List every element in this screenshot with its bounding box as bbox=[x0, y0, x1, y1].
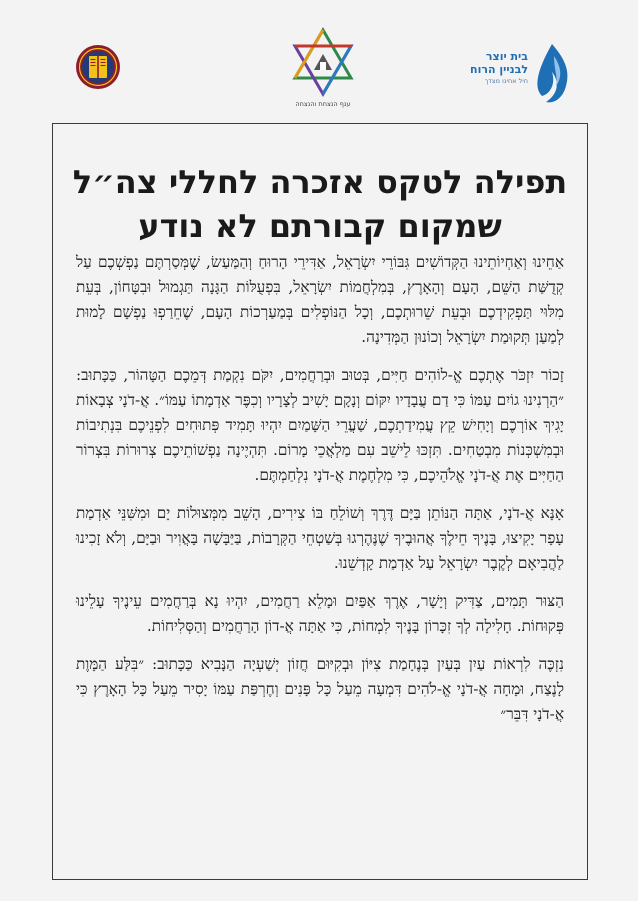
paragraph-5: נִזְכֶּה לִרְאוֹת עַיִן בְּעַיִן בְּנֶחָמַת צִיּוֹן וּבְקִיּוּם חֲזוֹן יְשַׁעְיָה הַנָּבִיא כַּכָּתוּב: ״בִּלַּע הַמָּוֶת לָנֶצַח, וּמָחָה אֲ-דֹנָי אֱ-לֹהִים דִּמְעָה מֵעַל כָּל פָּנִים וְחֶרְפַּת עַמּוֹ יָסִיר מֵעַל כָּל הָאָרֶץ כִּי אֲ-דֹנָי דִּבֵּר״ bbox=[76, 655, 564, 723]
page-title bbox=[60, 160, 580, 248]
paragraph-4: הַצּוּר תָּמִים, צַדִּיק וְיָשָׁר, אֶרֶךְ אַפַּיִם וּמָלֵא רַחֲמִים, יִהְיוּ נָא בְּרַחֲמִים עֵינֶיךָ עָלֵינוּ פְּקוּחוֹת. חָלִילָה לְךָ זִכָּרוֹן בָּנֶיךָ לִמְחוֹת, כִּי אַתָּה אֲ-דוֹן הָרַחֲמִים וְהַסְּלִיחוֹת. bbox=[76, 592, 564, 635]
flame-logo-icon bbox=[532, 42, 572, 106]
paragraph-3: אָנָּא אֲ-דֹנָי, אַתָּה הַנּוֹתֵן בַּיָּם דֶּרֶךְ וְשׁוֹלֵחַ בּוֹ צִירִים, הָשֵׁב מִמְּצוּלוֹת יָם וּמִשִּׁנֵּי אַדְמַת עָפָר יָקִיצוּ, בָּנֶיךָ חֵילֶךָ אֲהוּבֶיךָ שֶׁנֶּהֶרְגוּ בְּשַׁטְחֵי הַקְּרָבוֹת, בַּיַּבָּשָׁה בָּאֲוִיר וּבַיָּם, וְלֹא זָכִינוּ לַהֲבִיאָם לְקֶבֶר יִשְׂרָאֵל עַל אַדְמַת קָדְשֵׁנוּ. bbox=[76, 504, 564, 572]
title-line-2: שמקום קבורתם לא נודע bbox=[138, 207, 502, 245]
paragraph-1: אַחֵינוּ וְאַחְיוֹתֵינוּ הַקְּדוֹשִׁים גִּבּוֹרֵי יִשְׂרָאֵל, אַדִּירֵי הָרוּחַ וְהַמַּעַשׂ, שֶׁמְּסַרְתֶּם נַפְשְׁכֶם עַל קְדֻשַּׁת הַשֵּׁם, הָעָם וְהָאָרֶץ, בְּמִלְחֲמוֹת יִשְׂרָאֵל, בִּפְעֻלּוֹת הַגָּנָה תַּגְמוּל וּבִטָּחוֹן, בְּעֵת מִלּוּי תַּפְקִידְכֶם וּבְעֵת שֵׁרוּתְכֶם, וְכָל הַנּוֹפְלִים בְּמַעַרְכוֹת הָעָם, שֶׁחֵרַפְוּ נַפְשָׁם לָמוּת לְמַעַן תְּקוּמַת יִשְׂרָאֵל וְכוֹנוּן הַמְּדִינָה. bbox=[76, 253, 564, 346]
header-logos bbox=[0, 0, 638, 120]
flame-logo bbox=[462, 42, 572, 106]
torah-scroll-emblem-icon bbox=[75, 44, 121, 90]
paragraph-2: זָכוֹר יִזְכֹּר אֶתְכֶם אֱ-לוֹהִים חַיִּים, בְּטוּב וּבְרַחֲמִים, יִקֹּם נִקְמַת דְּמֵכֶם הַטָּהוֹר, כַּכָּתוּב: ״הַרְנִינוּ גוֹיִם עַמּוֹ כִּי דַם עֲבָדָיו יִקּוֹם וְנָקָם יָשִׁיב לְצָרָיו וְכִפֶּר אַדְמָתוֹ עַמּוֹ״. אֲ-דֹנָי צְבָאוֹת יָגִיךְ אוֹרְכֶם וְיָחִישׁ קֵץ עֲמִידַתְכֶם, שַׁעֲרֵי הַשָּׁמַיִם יִהְיוּ תָּמִיד פְּתוּחִים לִפְנֵיכֶם בִּנְתִיבוֹת וּבְמִשְׁכְּנוֹת מִבְטַחִים. תִּזְכּוּ לֵישֵׁב עִם מַלְאֲכֵי מָרוֹם. תִּהְיֶינָה נַפְשׁוֹתֵיכֶם צְרוּרוֹת בִּצְרוֹר הַחַיִּים אֶת אֲ-דֹנָי אֱלֹהֵיכֶם, כִּי מִלְחֶמֶת אֲ-דֹנָי נִלְחַמְתֶּם. bbox=[76, 366, 564, 484]
right-logo-line3: חיל אחינו מצדך bbox=[484, 77, 528, 85]
prayer-body bbox=[76, 250, 564, 740]
title-line-1: תפילה לטקס אזכרה לחללי צה״ל bbox=[72, 163, 568, 201]
star-of-david-tent-icon bbox=[280, 24, 366, 110]
right-logo-line2: לבניין הרוח bbox=[470, 63, 528, 76]
center-logo-caption: ענף הנצחת והנצחה bbox=[295, 100, 351, 108]
right-logo-line1: בית יוצר bbox=[485, 50, 528, 63]
